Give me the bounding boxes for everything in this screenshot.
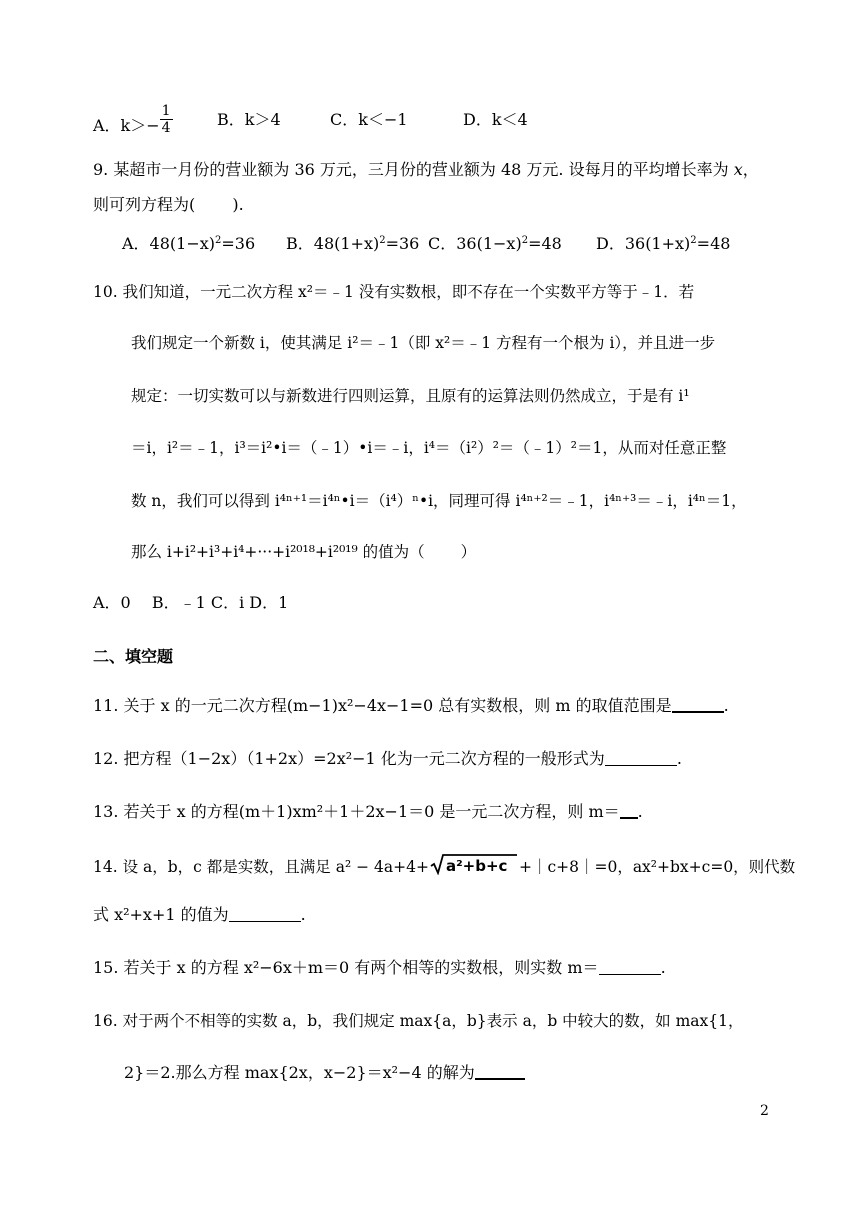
option-text: D．36(1+x): [596, 234, 691, 253]
option-text: C．36(1−x): [428, 234, 522, 253]
page-number: 2: [760, 1103, 769, 1119]
q9-line-2: 则可列方程为( ).: [93, 195, 244, 214]
q13-answer-blank[interactable]: [620, 803, 638, 819]
section-heading: 二、填空题: [93, 647, 174, 666]
q12-answer-blank[interactable]: [605, 751, 677, 766]
q16-answer-blank[interactable]: [475, 1064, 525, 1080]
q8-option-c: C．k＜−1: [330, 110, 408, 129]
q10-line-1: 10. 我们知道，一元二次方程 x²＝﹣1 没有实数根，即不存在一个实数平方等于﹣1．若: [93, 283, 695, 301]
q16-line-1: 16. 对于两个不相等的实数 a，b，我们规定 max{a，b}表示 a，b 中较大的数，如 max{1，: [93, 1012, 744, 1030]
q9-text-end: ，: [742, 160, 759, 179]
q14-tail: .: [300, 905, 306, 924]
q15-answer-blank[interactable]: [599, 960, 661, 975]
exponent: 2: [690, 235, 697, 246]
q9-line-1: [93, 160, 759, 180]
q8-option-a-label: A．k＞−: [93, 116, 160, 135]
q11-tail: .: [723, 696, 729, 715]
option-tail: =48: [528, 234, 562, 253]
q8-option-a: [93, 103, 173, 136]
q11-line: [93, 696, 729, 716]
q13-text: 13. 若关于 x 的方程(m＋1)xm²＋1＋2x−1＝0 是一元二次方程，则 m＝: [93, 802, 620, 821]
fraction-numerator: 1: [161, 103, 171, 119]
q15-text: 15. 若关于 x 的方程 x²−6x＋m＝0 有两个相等的实数根，则实数 m＝: [93, 958, 599, 977]
fraction-denominator: 4: [161, 120, 171, 136]
option-tail: =36: [221, 234, 256, 253]
q10-line-4: ＝i，i²＝﹣1，i³＝i²•i＝（﹣1）•i＝﹣i，i⁴＝（i²）²＝（﹣1）²＝1，从而对任意正整: [131, 439, 727, 457]
q14-line-1: [93, 853, 795, 877]
q13-line: [93, 802, 643, 822]
q16-line-2: [124, 1063, 525, 1083]
q8-option-d: D．k＜4: [463, 110, 528, 129]
q9-options: [122, 234, 742, 254]
exponent: 2: [379, 235, 386, 246]
q13-tail: .: [637, 802, 643, 821]
q9-variable: x: [733, 160, 743, 179]
q8-option-a-fraction: [160, 103, 173, 136]
q9-option-c: [428, 234, 562, 254]
q14-text-end: +｜c+8｜=0，ax²+bx+c=0，则代数: [518, 858, 796, 876]
q15-tail: .: [660, 958, 666, 977]
q10-options: A．0 B．﹣1 C．i D．1: [93, 593, 289, 612]
q10-line-6: 那么 i+i²+i³+i⁴+···+i²⁰¹⁸+i²⁰¹⁹ 的值为（ ）: [131, 543, 477, 561]
q9-option-b: [286, 234, 419, 254]
q9-text: 9. 某超市一月份的营业额为 36 万元，三月份的营业额为 48 万元. 设每月的平均增长率为: [93, 160, 734, 179]
q12-line: [93, 749, 682, 769]
q10-line-5: 数 n，我们可以得到 i⁴ⁿ⁺¹＝i⁴ⁿ•i＝（i⁴）ⁿ•i，同理可得 i⁴ⁿ⁺²＝﹣1，i⁴ⁿ⁺³＝﹣i，i⁴ⁿ＝1，: [131, 492, 747, 510]
q8-option-b: B．k＞4: [217, 110, 281, 129]
q14-line-2: [93, 905, 306, 925]
sqrt-expression: [430, 853, 518, 875]
option-text: A．48(1−x): [122, 234, 216, 253]
q14-answer-blank[interactable]: [229, 907, 301, 922]
option-tail: =48: [696, 234, 731, 253]
exponent: 2: [215, 235, 222, 246]
exponent: 2: [521, 235, 529, 246]
q10-line-2: 我们规定一个新数 i，使其满足 i²＝﹣1（即 x²＝﹣1 方程有一个根为 i），并且进一步: [131, 334, 716, 352]
q10-line-3: 规定：一切实数可以与新数进行四则运算，且原有的运算法则仍然成立，于是有 i¹: [131, 387, 690, 405]
q15-line: [93, 958, 666, 978]
q9-option-a: [122, 234, 255, 254]
q9-option-d: [596, 234, 730, 254]
q16-text-2: 2}＝2.那么方程 max{2x，x−2}＝x²−4 的解为: [124, 1063, 475, 1082]
option-text: B．48(1+x): [286, 234, 380, 253]
sqrt-content: a²+b+c: [445, 857, 508, 875]
q12-tail: .: [676, 749, 682, 768]
q14-text: 14. 设 a，b，c 都是实数，且满足 a² − 4a+4+: [93, 858, 429, 876]
q11-answer-blank[interactable]: [672, 697, 724, 713]
option-tail: =36: [385, 234, 420, 253]
q14-text-2: 式 x²+x+1 的值为: [93, 905, 229, 924]
q11-text: 11. 关于 x 的一元二次方程(m−1)x²−4x−1=0 总有实数根，则 m 的取值范围是: [93, 696, 672, 715]
q12-text: 12. 把方程（1−2x）（1+2x）=2x²−1 化为一元二次方程的一般形式为: [93, 749, 605, 768]
